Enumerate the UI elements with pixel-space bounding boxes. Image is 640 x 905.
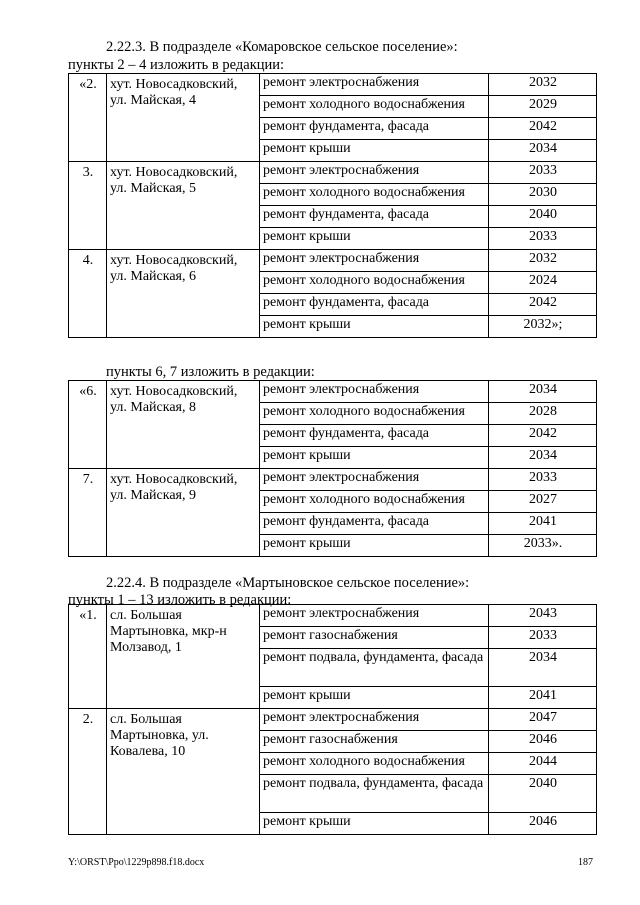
work-year: 2024 [489,272,597,294]
work-type: ремонт крыши [260,535,489,557]
repair-schedule-table-1 [68,73,597,338]
work-year: 2030 [489,184,597,206]
instruction-items-1-13: пункты 1 – 13 изложить в редакции: [68,592,292,608]
work-type: ремонт холодного водоснабжения [260,96,489,118]
work-type: ремонт крыши [260,687,489,709]
work-year: 2033». [489,535,597,557]
work-year: 2034 [489,447,597,469]
item-number: 2. [69,709,107,835]
work-year: 2040 [489,775,597,813]
item-number: «2. [69,74,107,162]
footer-file-path: Y:\ORST\Ppo\1229p898.f18.docx [68,857,205,868]
work-type: ремонт фундамента, фасада [260,206,489,228]
work-type: ремонт электроснабжения [260,605,489,627]
section-heading-martynovskoe: 2.22.4. В подразделе «Мартыновское сельское поселение»: [106,575,470,591]
address: хут. Новосадковский, ул. Майская, 9 [107,469,260,557]
item-number: «1. [69,605,107,709]
work-type: ремонт холодного водоснабжения [260,403,489,425]
work-type: ремонт газоснабжения [260,731,489,753]
work-year: 2032 [489,74,597,96]
work-year: 2032 [489,250,597,272]
address: сл. Большая Мартыновка, ул. Ковалева, 10 [107,709,260,835]
work-year: 2041 [489,513,597,535]
work-year: 2042 [489,294,597,316]
work-year: 2047 [489,709,597,731]
item-number: «6. [69,381,107,469]
work-year: 2034 [489,140,597,162]
work-type: ремонт крыши [260,228,489,250]
item-number: 4. [69,250,107,338]
table-row [69,381,597,403]
work-type: ремонт электроснабжения [260,250,489,272]
address: хут. Новосадковский, ул. Майская, 4 [107,74,260,162]
work-type: ремонт фундамента, фасада [260,513,489,535]
item-number: 3. [69,162,107,250]
instruction-items-2-4: пункты 2 – 4 изложить в редакции: [68,57,285,73]
work-type: ремонт подвала, фундамента, фасада [260,775,489,813]
work-year: 2032»; [489,316,597,338]
footer-page-number: 187 [578,857,593,868]
work-type: ремонт подвала, фундамента, фасада [260,649,489,687]
instruction-items-6-7: пункты 6, 7 изложить в редакции: [106,364,315,380]
work-year: 2029 [489,96,597,118]
work-year: 2033 [489,469,597,491]
section-heading-komarovskoe: 2.22.3. В подразделе «Комаровское сельское поселение»: [106,39,458,55]
work-type: ремонт крыши [260,813,489,835]
work-year: 2034 [489,381,597,403]
address: хут. Новосадковский, ул. Майская, 5 [107,162,260,250]
item-number: 7. [69,469,107,557]
table-row [69,250,597,272]
repair-schedule-table-3 [68,604,597,835]
repair-schedule-table-2 [68,380,597,557]
table-row [69,709,597,731]
address: хут. Новосадковский, ул. Майская, 6 [107,250,260,338]
work-type: ремонт фундамента, фасада [260,118,489,140]
work-year: 2028 [489,403,597,425]
work-year: 2043 [489,605,597,627]
table-row [69,605,597,627]
work-type: ремонт холодного водоснабжения [260,272,489,294]
work-type: ремонт холодного водоснабжения [260,491,489,513]
work-type: ремонт холодного водоснабжения [260,753,489,775]
work-year: 2042 [489,425,597,447]
work-year: 2033 [489,627,597,649]
work-type: ремонт газоснабжения [260,627,489,649]
work-type: ремонт электроснабжения [260,709,489,731]
work-type: ремонт электроснабжения [260,162,489,184]
work-type: ремонт электроснабжения [260,469,489,491]
work-year: 2033 [489,162,597,184]
work-year: 2033 [489,228,597,250]
work-type: ремонт электроснабжения [260,74,489,96]
table-row [69,162,597,184]
work-type: ремонт фундамента, фасада [260,294,489,316]
work-type: ремонт холодного водоснабжения [260,184,489,206]
address: хут. Новосадковский, ул. Майская, 8 [107,381,260,469]
work-type: ремонт крыши [260,316,489,338]
work-type: ремонт крыши [260,447,489,469]
work-year: 2044 [489,753,597,775]
work-year: 2027 [489,491,597,513]
work-year: 2046 [489,813,597,835]
work-year: 2046 [489,731,597,753]
work-year: 2041 [489,687,597,709]
table-row [69,469,597,491]
work-type: ремонт электроснабжения [260,381,489,403]
work-type: ремонт крыши [260,140,489,162]
address: сл. Большая Мартыновка, мкр-н Молзавод, 1 [107,605,260,709]
work-year: 2040 [489,206,597,228]
table-row [69,74,597,96]
work-type: ремонт фундамента, фасада [260,425,489,447]
work-year: 2042 [489,118,597,140]
work-year: 2034 [489,649,597,687]
